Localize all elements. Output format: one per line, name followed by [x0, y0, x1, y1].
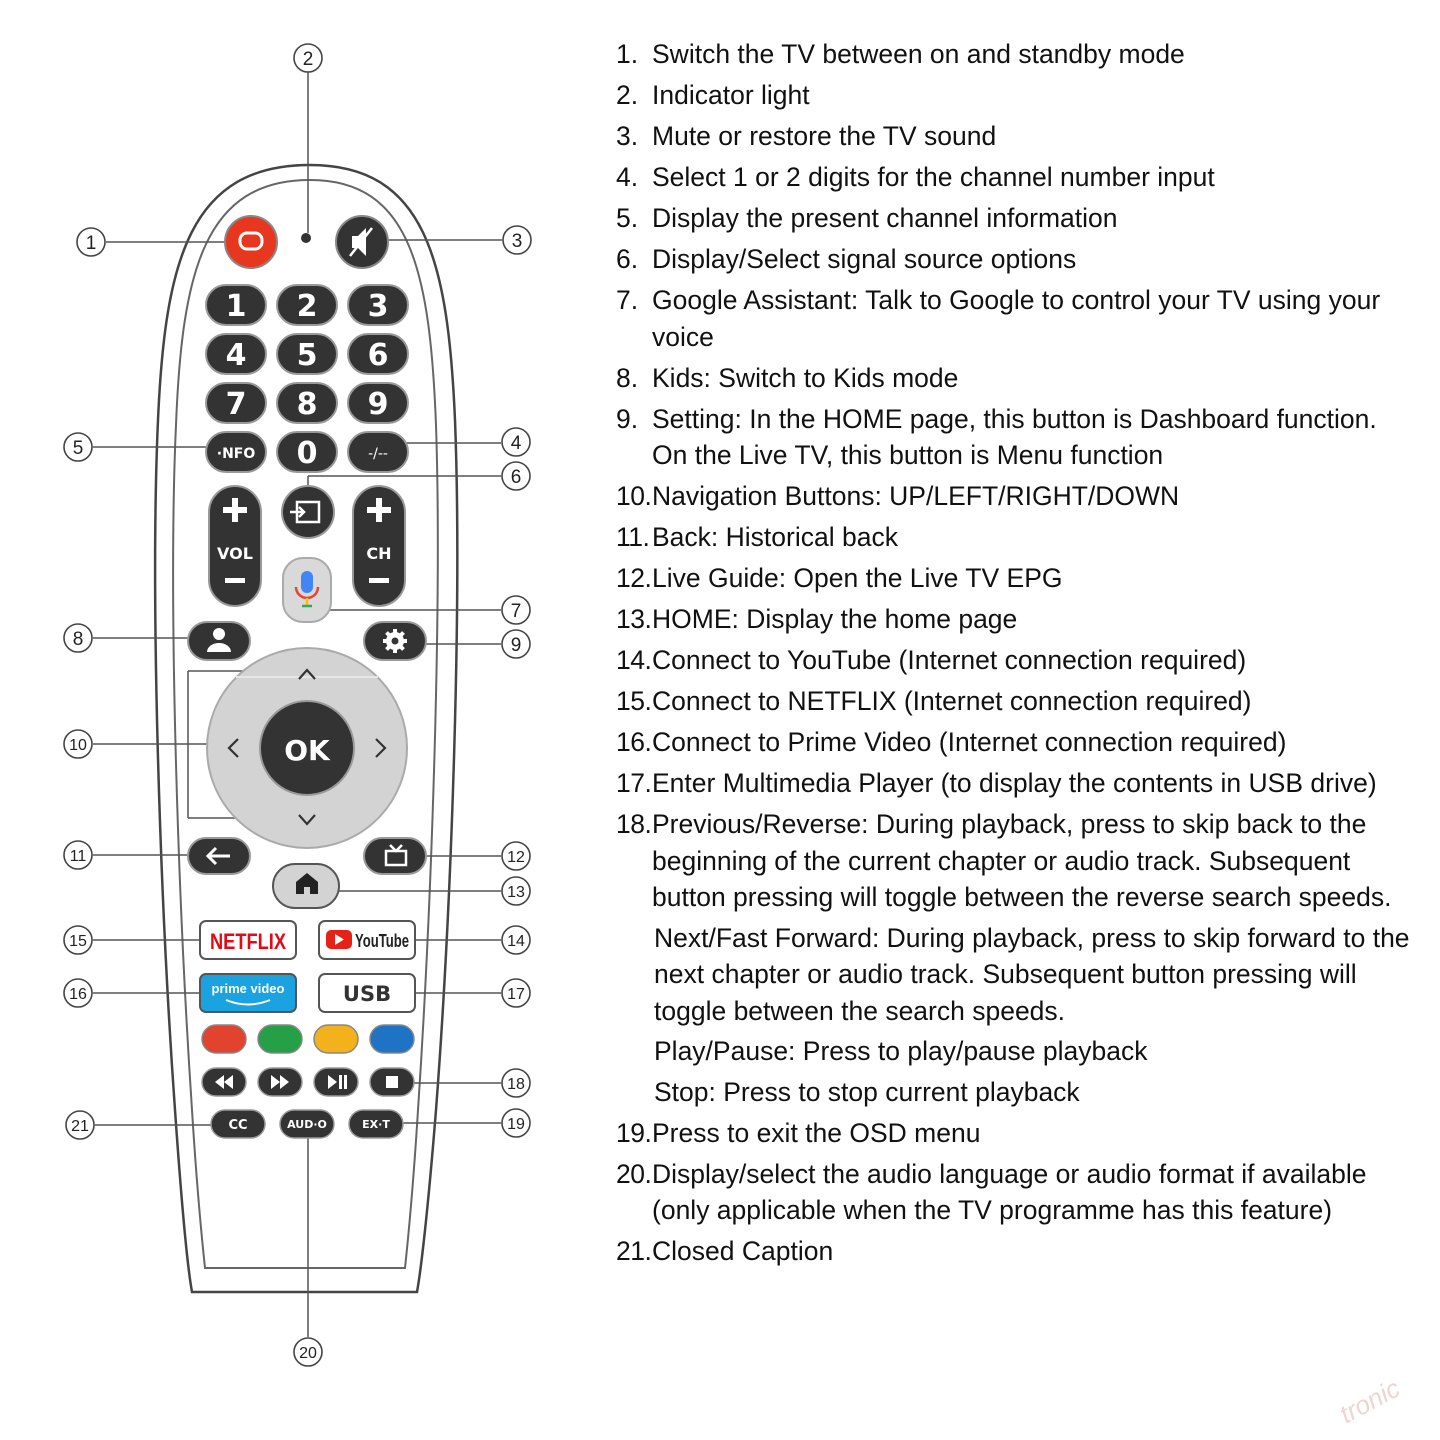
svg-text:USB: USB	[342, 982, 392, 1006]
svg-text:6: 6	[510, 467, 522, 488]
svg-text:20: 20	[299, 1345, 317, 1362]
prime-video-button[interactable]	[200, 974, 296, 1012]
svg-text:-/--: -/--	[368, 446, 388, 462]
number-pad	[206, 285, 408, 472]
legend-text: Previous/Reverse: During playback, press to skip back to the beginning of the current chapter or audio track. Subsequent button pressing will toggle between the reverse search speeds.	[652, 809, 1392, 912]
svg-text:16: 16	[69, 986, 87, 1003]
legend-item	[616, 1115, 1416, 1152]
svg-text:AUD·O: AUD·O	[287, 1118, 327, 1131]
svg-text:12: 12	[507, 849, 525, 866]
callout-10	[64, 730, 92, 758]
svg-text:5: 5	[72, 438, 84, 459]
minus-icon	[225, 578, 245, 583]
number-button-4[interactable]	[206, 334, 266, 374]
google-assistant-button[interactable]	[283, 558, 331, 622]
callout-13	[502, 877, 530, 905]
callout-12	[502, 842, 530, 870]
callout-5	[64, 433, 92, 461]
audio-button[interactable]	[280, 1110, 334, 1138]
legend-text: Switch the TV between on and standby mode	[652, 39, 1185, 69]
legend-number: 14.	[616, 645, 652, 675]
callout-20	[294, 1338, 322, 1366]
legend-text: Indicator light	[652, 80, 810, 110]
yellow-button[interactable]	[314, 1025, 358, 1053]
legend-list	[616, 36, 1416, 1274]
svg-text:7: 7	[225, 387, 247, 422]
svg-text:·NFO: ·NFO	[216, 446, 256, 462]
svg-text:9: 9	[510, 635, 522, 656]
channel-rocker[interactable]	[353, 486, 405, 606]
legend-text: Connect to NETFLIX (Internet connection required)	[652, 686, 1252, 716]
legend-number: 17.	[616, 768, 652, 798]
legend-item	[616, 642, 1416, 679]
legend-subtext: Next/Fast Forward: During playback, press to skip forward to the next chapter or audio track. Subsequent button pressing will toggle between the search speeds.	[654, 922, 1410, 1026]
legend-item	[616, 765, 1416, 802]
youtube-button[interactable]	[319, 921, 415, 959]
number-button-8[interactable]	[277, 383, 337, 423]
legend-number: 21.	[616, 1236, 652, 1266]
legend-item	[616, 36, 1416, 73]
kids-button[interactable]	[188, 622, 250, 660]
legend-subtext: Play/Pause: Press to play/pause playback	[654, 1036, 1148, 1066]
svg-text:7: 7	[510, 601, 522, 622]
legend-text: Kids: Switch to Kids mode	[652, 362, 959, 393]
legend-item	[616, 282, 1416, 355]
legend-item	[616, 241, 1416, 278]
callout-1	[77, 228, 105, 256]
callout-8	[64, 624, 92, 652]
legend-number: 15.	[616, 686, 652, 716]
minus-icon	[369, 578, 389, 583]
legend-number: 18.	[616, 809, 652, 839]
legend-text: Enter Multimedia Player (to display the contents in USB drive)	[652, 768, 1377, 798]
svg-text:14: 14	[507, 933, 525, 950]
number-button-5[interactable]	[277, 334, 337, 374]
callout-11	[64, 841, 92, 869]
blue-button[interactable]	[370, 1025, 414, 1053]
legend-number: 1.	[616, 39, 639, 69]
callout-19	[502, 1109, 530, 1137]
svg-text:10: 10	[69, 737, 87, 754]
legend-text: Press to exit the OSD menu	[652, 1117, 981, 1148]
svg-text:19: 19	[507, 1116, 525, 1133]
callout-14	[502, 926, 530, 954]
number-button-1[interactable]	[206, 285, 266, 325]
legend-text: Connect to Prime Video (Internet connection required)	[652, 727, 1287, 757]
legend-number: 19.	[616, 1117, 652, 1148]
info-button[interactable]	[206, 432, 266, 472]
number-button-2[interactable]	[277, 285, 337, 325]
indicator-light	[301, 233, 311, 243]
number-button-3[interactable]	[348, 285, 408, 325]
svg-text:NETFLIX: NETFLIX	[210, 929, 287, 954]
legend-text: Display/select the audio language or audio format if available (only applicable when the TV programme has this feature)	[652, 1158, 1367, 1225]
svg-text:1: 1	[225, 289, 247, 324]
back-button[interactable]	[188, 838, 250, 874]
svg-text:8: 8	[72, 629, 84, 650]
legend-item	[616, 724, 1416, 761]
legend-text: Back: Historical back	[652, 522, 898, 552]
usb-button[interactable]	[319, 974, 415, 1012]
svg-text:13: 13	[507, 884, 525, 901]
svg-text:21: 21	[71, 1118, 89, 1135]
watermark: tronic	[1334, 1372, 1405, 1430]
legend-text: Closed Caption	[652, 1236, 834, 1266]
stop-button[interactable]	[370, 1068, 414, 1096]
callout-15	[64, 926, 92, 954]
cc-button[interactable]	[211, 1110, 265, 1138]
legend-text: Google Assistant: Talk to Google to control your TV using your voice	[652, 285, 1381, 352]
svg-text:17: 17	[507, 986, 525, 1003]
legend-item	[616, 560, 1416, 597]
callout-17	[502, 979, 530, 1007]
live-guide-button[interactable]	[364, 838, 426, 874]
svg-text:5: 5	[296, 338, 318, 373]
legend-number: 9.	[616, 403, 639, 434]
legend-item	[616, 118, 1416, 155]
svg-text:prime video: prime video	[211, 981, 285, 996]
svg-text:EX·T: EX·T	[362, 1118, 390, 1131]
svg-text:0: 0	[296, 436, 318, 471]
svg-text:4: 4	[510, 433, 522, 454]
legend-text: Display/Select signal source options	[652, 244, 1077, 274]
legend-subtext: Stop: Press to stop current playback	[654, 1076, 1080, 1107]
power-button[interactable]	[225, 216, 277, 268]
legend-number: 2.	[616, 80, 639, 110]
svg-text:VOL: VOL	[217, 544, 253, 563]
number-button-7[interactable]	[206, 383, 266, 423]
digits-button[interactable]	[348, 432, 408, 472]
legend-number: 16.	[616, 727, 652, 757]
legend-number: 4.	[616, 162, 639, 192]
svg-text:9: 9	[367, 387, 389, 422]
number-button-9[interactable]	[348, 383, 408, 423]
legend-number: 5.	[616, 203, 639, 233]
svg-text:8: 8	[296, 387, 318, 422]
legend-item	[616, 200, 1416, 237]
ok-button[interactable]	[260, 701, 354, 795]
settings-button[interactable]	[364, 622, 426, 660]
legend-item	[616, 601, 1416, 638]
legend-number: 12.	[616, 563, 652, 593]
svg-text:3: 3	[511, 231, 523, 252]
number-button-6[interactable]	[348, 334, 408, 374]
legend-number: 7.	[616, 285, 639, 315]
legend-item	[616, 401, 1416, 474]
legend-text: Mute or restore the TV sound	[652, 121, 997, 151]
legend-text: Connect to YouTube (Internet connection required)	[652, 645, 1247, 675]
svg-text:18: 18	[507, 1076, 525, 1093]
callout-4	[502, 428, 530, 456]
legend-number: 11.	[616, 522, 650, 552]
fast-forward-button[interactable]	[258, 1068, 302, 1096]
exit-button[interactable]	[349, 1110, 403, 1138]
legend-number: 3.	[616, 121, 639, 151]
legend-text: Display the present channel information	[652, 203, 1118, 233]
playback-buttons	[202, 1068, 414, 1096]
legend-number: 10.	[616, 481, 652, 511]
gear-icon	[383, 629, 407, 653]
legend-text: Navigation Buttons: UP/LEFT/RIGHT/DOWN	[652, 481, 1180, 511]
legend-item	[616, 1233, 1416, 1270]
volume-rocker[interactable]	[209, 486, 261, 606]
legend-item	[616, 77, 1416, 114]
legend-text: HOME: Display the home page	[652, 604, 1018, 634]
legend-number: 6.	[616, 244, 639, 274]
callout-6	[502, 462, 530, 490]
source-button[interactable]	[282, 486, 334, 538]
legend-item	[616, 478, 1416, 515]
callout-3	[503, 226, 531, 254]
svg-text:CH: CH	[366, 544, 392, 563]
callout-9	[502, 630, 530, 658]
svg-text:3: 3	[367, 289, 389, 324]
svg-text:2: 2	[296, 289, 318, 324]
rewind-button[interactable]	[202, 1068, 246, 1096]
legend-text: Select 1 or 2 digits for the channel number input	[652, 162, 1215, 192]
legend-number: 20.	[616, 1158, 652, 1189]
svg-text:2: 2	[302, 49, 314, 70]
legend-item	[616, 519, 1416, 556]
color-buttons	[202, 1025, 414, 1053]
svg-text:4: 4	[225, 338, 247, 373]
callout-7	[502, 596, 530, 624]
svg-text:YouTube: YouTube	[355, 931, 409, 951]
mute-button[interactable]	[336, 216, 388, 268]
home-button[interactable]	[273, 864, 339, 908]
callout-21	[66, 1111, 94, 1139]
svg-text:OK: OK	[284, 734, 330, 767]
number-button-0[interactable]	[277, 432, 337, 472]
legend-item	[616, 683, 1416, 720]
legend-item	[616, 159, 1416, 196]
red-button[interactable]	[202, 1025, 246, 1053]
svg-text:1: 1	[85, 233, 97, 254]
callout-18	[502, 1069, 530, 1097]
legend-text: Live Guide: Open the Live TV EPG	[652, 563, 1063, 593]
legend-item	[616, 1156, 1416, 1229]
callout-2	[294, 44, 322, 72]
svg-text:CC: CC	[228, 1118, 248, 1133]
green-button[interactable]	[258, 1025, 302, 1053]
svg-text:6: 6	[367, 338, 389, 373]
svg-text:15: 15	[69, 933, 87, 950]
legend-number: 13.	[616, 604, 652, 634]
legend-number: 8.	[616, 362, 639, 393]
play-pause-button[interactable]	[314, 1068, 358, 1096]
svg-text:11: 11	[69, 848, 87, 865]
legend-item	[616, 806, 1416, 1110]
stop-icon	[386, 1076, 398, 1088]
netflix-button[interactable]	[200, 921, 296, 959]
legend-item	[616, 360, 1416, 397]
legend-text: Setting: In the HOME page, this button is Dashboard function. On the Live TV, this button is Menu function	[652, 403, 1377, 470]
callout-16	[64, 979, 92, 1007]
